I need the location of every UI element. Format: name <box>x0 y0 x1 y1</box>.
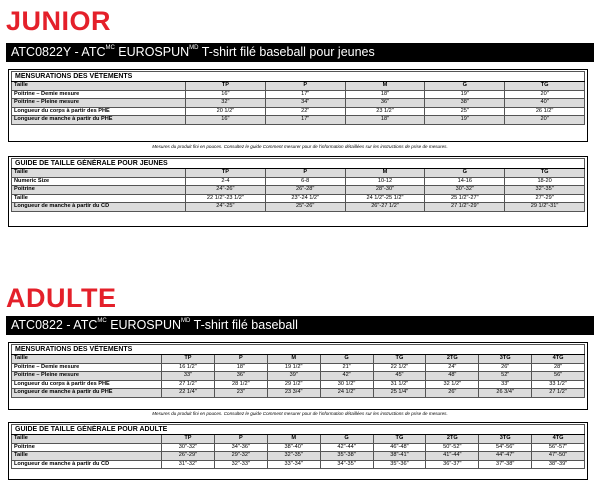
product-name: T-shirt filé baseball <box>190 318 298 332</box>
table-cell: 2-4 <box>186 177 266 186</box>
table-cell: 3TG <box>479 355 532 364</box>
table-cell: 36"-37" <box>426 460 479 469</box>
row-label: Poitrine – Demie mesure <box>12 363 162 372</box>
table-cell: 3TG <box>479 435 532 444</box>
product-brand: EUROSPUN <box>106 318 182 332</box>
table-row <box>12 389 585 398</box>
table-cell: 22 1/2"-23 1/2" <box>186 194 266 203</box>
table-cell: P <box>265 169 345 178</box>
table-cell: G <box>320 355 373 364</box>
row-label: Longueur de manche à partir du CD <box>12 460 162 469</box>
table-cell: 27 1/2" <box>532 389 585 398</box>
row-label: Longueur de manche à partir du PHÉ <box>12 116 186 125</box>
table-cell: 25" <box>425 107 505 116</box>
table-cell: 50"-52" <box>426 443 479 452</box>
table-cell: 34" <box>265 99 345 108</box>
table-cell: 33" <box>479 380 532 389</box>
table-cell: 20" <box>505 116 585 125</box>
table-cell: 42" <box>320 372 373 381</box>
table-cell: 26"-29" <box>162 452 215 461</box>
table-cell: 52" <box>479 372 532 381</box>
table-cell: 38"-39" <box>532 460 585 469</box>
table-cell: TP <box>186 169 266 178</box>
table-cell: 30"-32" <box>425 186 505 195</box>
table-cell: P <box>214 435 267 444</box>
table-cell: 24"-26" <box>186 186 266 195</box>
row-label: Poitrine – Pleine mesure <box>12 372 162 381</box>
table-cell: 56"-57" <box>532 443 585 452</box>
row-label: Taille <box>12 194 186 203</box>
table-cell: 32"-35" <box>505 186 585 195</box>
table-cell: 18" <box>345 90 425 99</box>
table-cell: 41"-44" <box>426 452 479 461</box>
header-row <box>12 435 585 444</box>
table-cell: 31 1/2" <box>373 380 426 389</box>
table-row <box>12 116 585 125</box>
table-cell: 28"-30" <box>345 186 425 195</box>
table-cell: 29 1/2"-31" <box>505 203 585 212</box>
adult-title: ADULTE <box>6 283 117 313</box>
table-cell: TP <box>162 355 215 364</box>
table-cell: 23"-24 1/2" <box>265 194 345 203</box>
header-row <box>12 82 585 91</box>
table-cell: 19 1/2" <box>267 363 320 372</box>
table-cell: M <box>345 82 425 91</box>
row-label: Poitrine <box>12 443 162 452</box>
table-cell: 23 1/2" <box>345 107 425 116</box>
table-cell: 28 1/2" <box>214 380 267 389</box>
row-label: Taille <box>12 452 162 461</box>
mark-md: MD <box>181 318 191 324</box>
table-cell: 25 1/4" <box>373 389 426 398</box>
table-cell: 38" <box>425 99 505 108</box>
table-cell: 4TG <box>532 435 585 444</box>
table-cell: 4TG <box>532 355 585 364</box>
table-cell: 27"-29" <box>505 194 585 203</box>
table-cell: 37"-38" <box>479 460 532 469</box>
table-cell: 10-12 <box>345 177 425 186</box>
table-cell: 24" <box>426 363 479 372</box>
junior-measure-note: Mesures du produit fini en pouces. Consultez le guide Comment mesurer pour de l'information détaillées sur les instructions de prise de mesures. <box>152 144 448 149</box>
table-cell: 20 1/2" <box>186 107 266 116</box>
table-cell: G <box>425 169 505 178</box>
adult-garment-table <box>11 344 585 398</box>
table-row <box>12 380 585 389</box>
table-cell: 2TG <box>426 355 479 364</box>
table-cell: 29"-32" <box>214 452 267 461</box>
table-cell: 31"-32" <box>162 460 215 469</box>
table-cell: 16" <box>186 116 266 125</box>
table-cell: TG <box>373 435 426 444</box>
table-cell: G <box>320 435 373 444</box>
table-cell: TG <box>505 82 585 91</box>
table-cell: 38"-41" <box>373 452 426 461</box>
table-cell: 17" <box>265 116 345 125</box>
table-cell: 26" <box>426 389 479 398</box>
adult-measure-note: Mesures du produit fini en pouces. Consultez le guide Comment mesurer pour de l'information détaillées sur les instructions de prise de mesures. <box>152 411 448 416</box>
table-cell: 21" <box>320 363 373 372</box>
table-row <box>12 203 585 212</box>
row-label: Longueur de manche à partir du PHÉ <box>12 389 162 398</box>
table-cell: 22 1/4" <box>162 389 215 398</box>
table-cell: 20" <box>505 90 585 99</box>
table-row <box>12 372 585 381</box>
table-cell: 32 1/2" <box>426 380 479 389</box>
row-label: Poitrine <box>12 186 186 195</box>
table-cell: 26"-28" <box>265 186 345 195</box>
header-row <box>12 355 585 364</box>
table-row <box>12 177 585 186</box>
product-code: ATC0822 - ATC <box>11 318 98 332</box>
table-cell: 56" <box>532 372 585 381</box>
table-cell: 33"-34" <box>267 460 320 469</box>
table-caption: MENSURATIONS DES VÊTEMENTS <box>12 345 585 355</box>
table-row <box>12 452 585 461</box>
table-cell: 28" <box>532 363 585 372</box>
table-cell: 54"-56" <box>479 443 532 452</box>
table-cell: 6-8 <box>265 177 345 186</box>
table-cell: 22" <box>265 107 345 116</box>
table-cell: 18-20 <box>505 177 585 186</box>
table-cell: 26 3/4" <box>479 389 532 398</box>
table-row <box>12 99 585 108</box>
table-cell: 36" <box>214 372 267 381</box>
table-cell: M <box>345 169 425 178</box>
table-cell: TG <box>373 355 426 364</box>
table-caption: GUIDE DE TAILLE GÉNÉRALE POUR ADULTE <box>12 425 585 435</box>
table-cell: 44"-47" <box>479 452 532 461</box>
header-row <box>12 169 585 178</box>
table-cell: 27 1/2"-29" <box>425 203 505 212</box>
table-cell: 29 1/2" <box>267 380 320 389</box>
table-cell: 16 1/2" <box>162 363 215 372</box>
table-cell: TP <box>186 82 266 91</box>
table-cell: 48" <box>426 372 479 381</box>
table-cell: 24 1/2" <box>320 389 373 398</box>
table-cell: 35"-38" <box>320 452 373 461</box>
table-cell: 42"-44" <box>320 443 373 452</box>
table-cell: 45" <box>373 372 426 381</box>
table-row <box>12 363 585 372</box>
row-label: Longueur du corps à partir des PHÉ <box>12 380 162 389</box>
junior-garment-table <box>11 71 585 125</box>
junior-product-bar <box>6 43 594 62</box>
table-cell: 19" <box>425 90 505 99</box>
junior-guide-table <box>11 158 585 212</box>
table-cell: 46"-48" <box>373 443 426 452</box>
row-label: Poitrine – Pleine mesure <box>12 99 186 108</box>
table-cell: 35"-36" <box>373 460 426 469</box>
table-cell: 24"-25" <box>186 203 266 212</box>
table-cell: 26 1/2" <box>505 107 585 116</box>
table-cell: 25 1/2"-27" <box>425 194 505 203</box>
table-cell: M <box>267 435 320 444</box>
row-label: Longueur de manche à partir du CD <box>12 203 186 212</box>
table-cell: 34"-35" <box>320 460 373 469</box>
row-label: Longueur du corps à partir des PHÉ <box>12 107 186 116</box>
table-cell: 30 1/2" <box>320 380 373 389</box>
adult-guide-table <box>11 424 585 469</box>
table-cell: M <box>267 355 320 364</box>
table-cell: 14-16 <box>425 177 505 186</box>
table-cell: 18" <box>214 363 267 372</box>
junior-title: JUNIOR <box>6 6 112 36</box>
table-cell: 36" <box>345 99 425 108</box>
table-cell: 19" <box>425 116 505 125</box>
row-label: Taille <box>12 355 162 364</box>
table-cell: 30"-32" <box>162 443 215 452</box>
table-caption: MENSURATIONS DES VÊTEMENTS <box>12 72 585 82</box>
table-cell: G <box>425 82 505 91</box>
table-cell: P <box>265 82 345 91</box>
row-label: Poitrine – Demie mesure <box>12 90 186 99</box>
table-row <box>12 186 585 195</box>
table-cell: 32" <box>186 99 266 108</box>
table-cell: 23 3/4" <box>267 389 320 398</box>
table-cell: 18" <box>345 116 425 125</box>
table-row <box>12 194 585 203</box>
row-label: Taille <box>12 169 186 178</box>
mark-md: MD <box>189 45 199 51</box>
table-cell: 32"-35" <box>267 452 320 461</box>
table-cell: 26" <box>479 363 532 372</box>
table-cell: 25"-26" <box>265 203 345 212</box>
table-cell: 23" <box>214 389 267 398</box>
table-cell: 33 1/2" <box>532 380 585 389</box>
product-brand: EUROSPUN <box>114 45 190 59</box>
table-row <box>12 107 585 116</box>
table-row <box>12 460 585 469</box>
table-cell: P <box>214 355 267 364</box>
table-row <box>12 90 585 99</box>
table-cell: TG <box>505 169 585 178</box>
table-cell: 27 1/2" <box>162 380 215 389</box>
table-caption: GUIDE DE TAILLE GÉNÉRALE POUR JEUNES <box>12 159 585 169</box>
table-cell: 34"-36" <box>214 443 267 452</box>
table-cell: 26"-27 1/2" <box>345 203 425 212</box>
row-label: Numeric Size <box>12 177 186 186</box>
table-cell: 39" <box>267 372 320 381</box>
table-cell: TP <box>162 435 215 444</box>
row-label: Taille <box>12 82 186 91</box>
mark-mc: MC <box>97 318 107 324</box>
table-cell: 33" <box>162 372 215 381</box>
row-label: Taille <box>12 435 162 444</box>
table-cell: 22 1/2" <box>373 363 426 372</box>
product-name: T-shirt filé baseball pour jeunes <box>198 45 375 59</box>
table-cell: 24 1/2"-25 1/2" <box>345 194 425 203</box>
mark-mc: MC <box>105 45 115 51</box>
table-cell: 16" <box>186 90 266 99</box>
adult-product-bar <box>6 316 594 335</box>
table-cell: 32"-33" <box>214 460 267 469</box>
table-row <box>12 443 585 452</box>
table-cell: 47"-50" <box>532 452 585 461</box>
table-cell: 17" <box>265 90 345 99</box>
product-code: ATC0822Y - ATC <box>11 45 106 59</box>
table-cell: 40" <box>505 99 585 108</box>
table-cell: 38"-40" <box>267 443 320 452</box>
table-cell: 2TG <box>426 435 479 444</box>
